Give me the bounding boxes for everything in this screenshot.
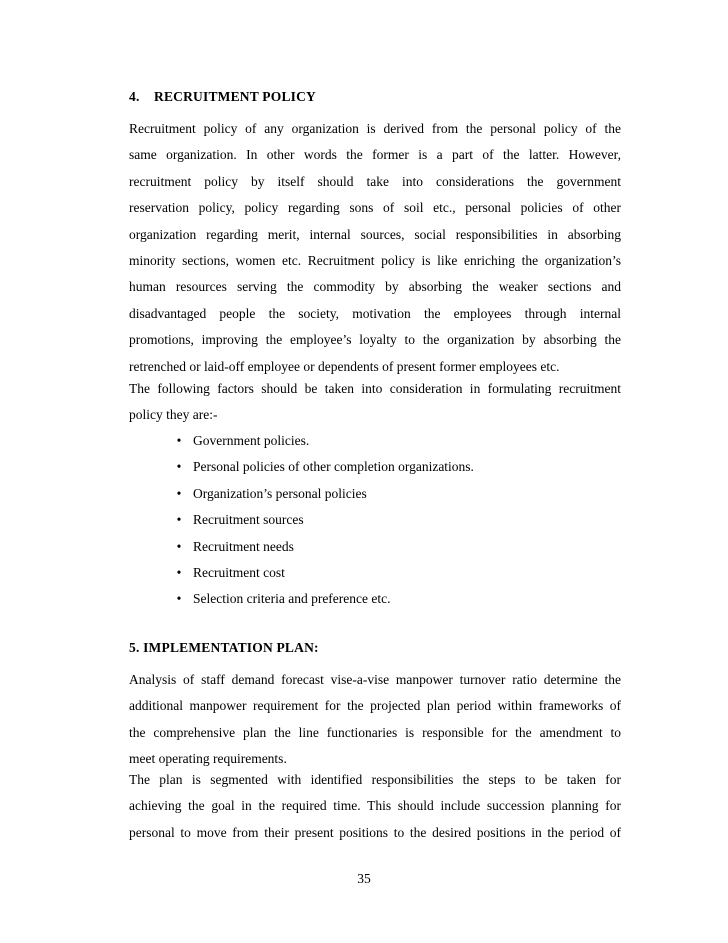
bullet-icon: • bbox=[176, 433, 182, 448]
bullet-icon: • bbox=[176, 485, 182, 501]
list-item bbox=[129, 560, 621, 586]
section-5-paragraph-1 bbox=[129, 667, 621, 773]
bullet-icon: • bbox=[176, 512, 182, 528]
paragraph-line: achieving the goal in the required time. This should include succession planning for bbox=[129, 798, 621, 814]
paragraph-line: minority sections, women etc. Recruitment policy is like enriching the organization’s bbox=[129, 252, 621, 268]
list-item bbox=[129, 507, 621, 533]
bullet-icon: • bbox=[176, 564, 182, 580]
section-5-paragraph-2 bbox=[129, 767, 621, 846]
paragraph-line: same organization. In other words the former is a part of the latter. However, bbox=[129, 147, 621, 163]
bullet-icon: • bbox=[176, 591, 182, 607]
section-4-title: RECRUITMENT POLICY bbox=[154, 89, 316, 104]
list-item-text: Recruitment needs bbox=[193, 538, 294, 554]
list-item bbox=[129, 454, 621, 480]
list-item-text: Recruitment sources bbox=[193, 512, 304, 528]
paragraph-line: the comprehensive plan the line functionaries is responsible for the amendment to bbox=[129, 724, 621, 740]
paragraph-line: The plan is segmented with identified responsibilities the steps to be taken for bbox=[129, 772, 621, 787]
section-5-title: 5. IMPLEMENTATION PLAN: bbox=[129, 640, 319, 655]
paragraph-line: human resources serving the commodity by absorbing the weaker sections and bbox=[129, 279, 621, 295]
list-item bbox=[129, 481, 621, 507]
list-item bbox=[129, 428, 621, 454]
paragraph-line: meet operating requirements. bbox=[129, 751, 287, 767]
bullet-icon: • bbox=[176, 459, 182, 475]
paragraph-line: reservation policy, policy regarding sons of soil etc., personal policies of other bbox=[129, 200, 621, 216]
section-4-paragraph-1 bbox=[129, 116, 621, 380]
list-item-text: Personal policies of other completion organizations. bbox=[193, 459, 474, 475]
list-item-text: Recruitment cost bbox=[193, 564, 285, 580]
paragraph-line: disadvantaged people the society, motivation the employees through internal bbox=[129, 305, 621, 321]
recruitment-factors-list bbox=[129, 428, 621, 613]
paragraph-line: additional manpower requirement for the projected plan period within frameworks of bbox=[129, 698, 621, 714]
section-4-paragraph-2 bbox=[129, 376, 621, 429]
list-item bbox=[129, 534, 621, 560]
paragraph-line: Recruitment policy of any organization is derived from the personal policy of the bbox=[129, 121, 621, 136]
paragraph-line: promotions, improving the employee’s loyalty to the organization by absorbing the bbox=[129, 332, 621, 348]
list-item-text: Organization’s personal policies bbox=[193, 485, 367, 501]
list-item bbox=[129, 586, 621, 612]
list-item-text: Selection criteria and preference etc. bbox=[193, 591, 391, 607]
page-number: 35 bbox=[357, 871, 371, 886]
section-5-heading bbox=[129, 639, 319, 657]
paragraph-line: The following factors should be taken into consideration in formulating recruitment bbox=[129, 381, 621, 396]
paragraph-line: personal to move from their present positions to the desired positions in the period of bbox=[129, 824, 621, 840]
paragraph-line: organization regarding merit, internal sources, social responsibilities in absorbing bbox=[129, 226, 621, 242]
paragraph-line: policy they are:- bbox=[129, 407, 218, 423]
bullet-icon: • bbox=[176, 538, 182, 554]
section-4-number: 4. bbox=[129, 89, 140, 104]
paragraph-line: recruitment policy by itself should take into considerations the government bbox=[129, 173, 621, 189]
paragraph-line: Analysis of staff demand forecast vise-a-vise manpower turnover ratio determine the bbox=[129, 672, 621, 687]
list-item-text: Government policies. bbox=[193, 433, 310, 448]
section-4-heading bbox=[129, 88, 316, 106]
paragraph-line: retrenched or laid-off employee or dependents of present former employees etc. bbox=[129, 358, 560, 374]
